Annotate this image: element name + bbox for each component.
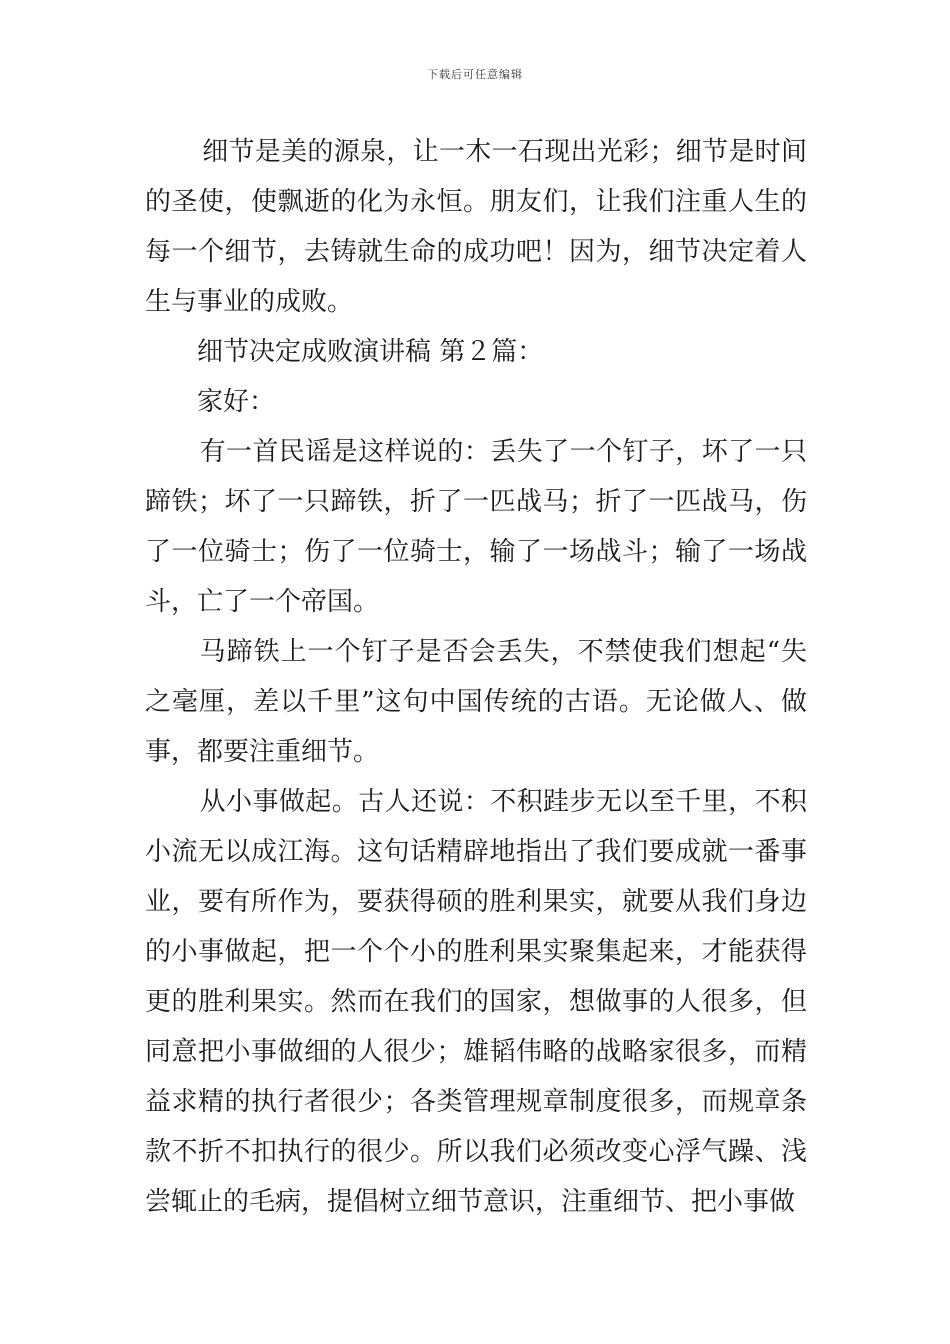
paragraph-folk-rhyme: 有一首民谣是这样说的：丢失了一个钉子，坏了一只蹄铁；坏了一只蹄铁，折了一匹战马；折了一匹战马，伤了一位骑士；伤了一位骑士，输了一场战斗；输了一场战斗，亡了一个帝国。 (145, 437, 807, 617)
paragraph-small-things: 从小事做起。古人还说：不积跬步无以至千里，不积小流无以成江海。这句话精辟地指出了我们要成就一番事业，要有所作为，要获得硕的胜利果实，就要从我们身边的小事做起，把一个个小的胜利果实聚集起来，才能获得更的胜利果实。然而在我们的国家，想做事的人很多，但同意把小事做细的人很少；雄韬伟略的战略家很多，而精益求精的执行者很少；各类管理规章制度很多，而规章条款不折不扣执行的很少。所以我们必须改变心浮气躁、浅尝辄止的毛病，提倡树立细节意识，注重细节、把小事做 (145, 787, 807, 1217)
section-heading: 细节决定成败演讲稿 第２篇： (197, 337, 544, 367)
document-body (145, 127, 807, 1227)
paragraph-horseshoe: 马蹄铁上一个钉子是否会丢失，不禁使我们想起“失之毫厘，差以千里”这句中国传统的古语。无论做人、做事，都要注重细节。 (145, 637, 807, 767)
page-header: 下载后可任意编辑 (427, 68, 523, 81)
greeting: 家好： (197, 387, 276, 417)
paragraph-detail-beauty: 细节是美的源泉，让一木一石现出光彩；细节是时间的圣使，使飘逝的化为永恒。朋友们，让我们注重人生的每一个细节，去铸就生命的成功吧！因为，细节决定着人生与事业的成败。 (145, 137, 807, 317)
